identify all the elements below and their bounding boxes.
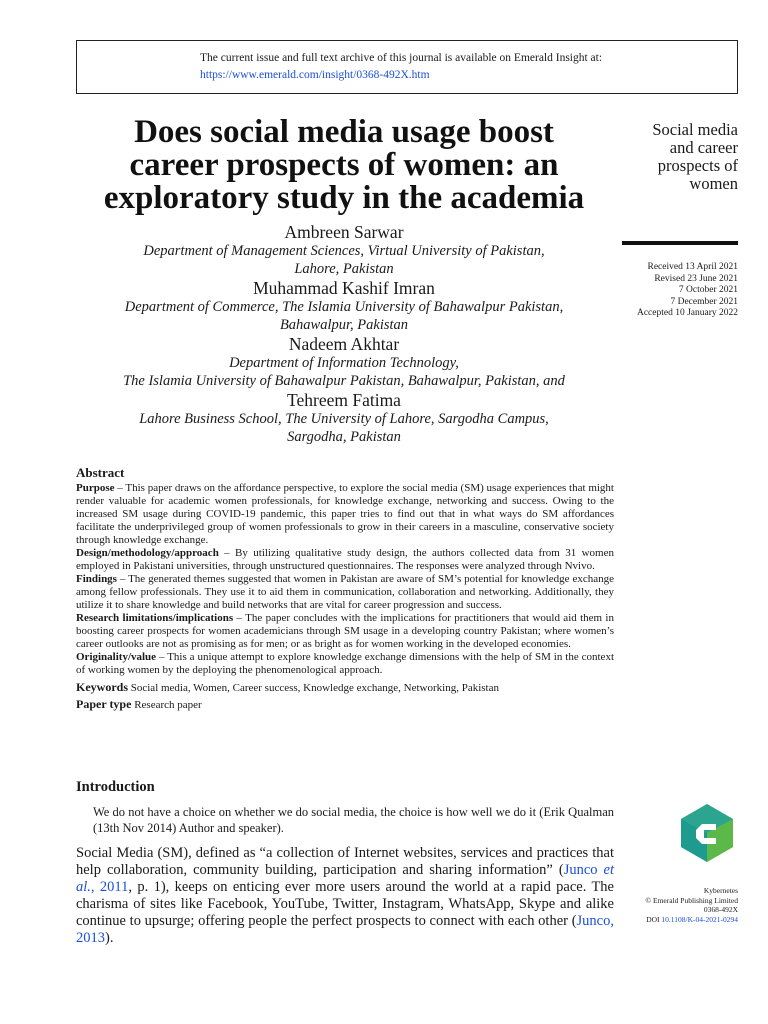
journal-name: Kybernetes — [703, 886, 738, 895]
author-affiliation — [70, 410, 618, 446]
running-head-line: prospects of — [657, 156, 738, 175]
section-label: Purpose — [76, 482, 115, 494]
section-text: – By utilizing qualitative study design, the authors collected data from 31 women employed in Pakistani universities, through unstructured questionnaires. The responses were analyzed through Nvivo. — [76, 547, 614, 572]
affiliation-line: Sargodha, Pakistan — [287, 429, 401, 445]
section-label: Originality/value — [76, 651, 157, 663]
abstract — [76, 466, 614, 712]
section-text: – This paper draws on the affordance perspective, to explore the social media (SM) usage experiences that might render valuable for academic women professionals, for knowledge exchange, networking and success. Owing to the increased SM usage during COVID-19 pandemic, this paper tries to find out that in what ways do SM affordances facilitate the underprivileged group of women professionals to grow in their careers in a masculine, conservative society through knowledge exchange. — [76, 482, 614, 546]
issn: 0368-492X — [703, 905, 738, 914]
doi-link[interactable]: 10.1108/K-04-2021-0294 — [661, 914, 738, 924]
author-affiliation — [70, 242, 618, 278]
notice-text: The current issue and full text archive of this journal is available on Emerald Insight at: — [200, 52, 603, 64]
revised-date: 7 October 2021 — [678, 285, 738, 295]
citation-link[interactable]: , 2011 — [90, 879, 129, 895]
section-text: – The paper concludes with the implications for practitioners that would aid them in boosting career prospects for women academicians through SM usage in a developing country Pakistan; where women’s career outlooks are not as promising as for men; or as bright as for women working in the developed economies. — [76, 612, 614, 650]
article-title — [70, 116, 618, 215]
paper-type-label: Paper type — [76, 697, 132, 711]
article-history — [600, 262, 738, 320]
keywords-text: Social media, Women, Career success, Knowledge exchange, Networking, Pakistan — [128, 682, 499, 694]
section-text: – The generated themes suggested that women in Pakistan are aware of SM’s potential for knowledge exchange among fellow professionals. They use it to aid them in communication, collaboration and networking. Additionally, they utilize it to share knowledge and build networks that are vital for career progression and success. — [76, 573, 614, 611]
running-head — [624, 121, 738, 193]
abstract-originality — [76, 651, 614, 677]
running-head-line: and career — [669, 138, 738, 157]
title-line: Does social media usage boost — [134, 114, 554, 150]
keywords-label: Keywords — [76, 680, 128, 694]
abstract-design — [76, 547, 614, 573]
affiliation-line: Department of Commerce, The Islamia University of Bahawalpur Pakistan, — [124, 299, 564, 315]
crossmark-logo[interactable] — [676, 802, 738, 864]
abstract-findings — [76, 573, 614, 612]
author-name: Tehreem Fatima — [287, 390, 401, 410]
introduction-paragraph — [76, 845, 614, 947]
paragraph-text: ). — [105, 930, 114, 946]
paper-type-text: Research paper — [131, 699, 202, 711]
author-name: Ambreen Sarwar — [284, 222, 404, 242]
abstract-purpose — [76, 482, 614, 547]
journal-imprint — [600, 886, 738, 924]
keywords — [76, 681, 614, 695]
running-head-line: women — [689, 174, 738, 193]
section-label: Findings — [76, 573, 117, 585]
journal-access-notice — [76, 40, 738, 94]
revised-date: Revised 23 June 2021 — [654, 273, 738, 284]
margin-rule — [622, 241, 738, 245]
citation-link[interactable]: Junco — [563, 862, 604, 878]
affiliation-line: Bahawalpur, Pakistan — [279, 317, 409, 333]
affiliation-line: Lahore Business School, The University of Lahore, Sargodha Campus, — [139, 411, 549, 427]
revised-date: 7 December 2021 — [670, 296, 738, 307]
citation-link[interactable]: et al. — [76, 862, 614, 895]
section-label: Research limitations/implications — [76, 612, 234, 624]
paragraph-text: Social Media (SM), defined as “a collection of Internet websites, services and practices that help collaboration, community building, participation and sharing information” ( — [76, 845, 614, 878]
doi — [600, 915, 738, 925]
author-block — [70, 222, 618, 446]
author-affiliation — [70, 298, 618, 334]
affiliation-line: Department of Management Sciences, Virtual University of Pakistan, — [143, 243, 545, 259]
affiliation-line: Department of Information Technology, — [229, 355, 459, 371]
abstract-limitations — [76, 612, 614, 651]
affiliation-line: The Islamia University of Bahawalpur Pakistan, Bahawalpur, Pakistan, and — [123, 373, 565, 389]
epigraph-quote: We do not have a choice on whether we do social media, the choice is how well we do it (Erik Qualman (13th Nov 2014) Author and speaker). — [93, 805, 614, 835]
title-line: exploratory study in the academia — [103, 180, 585, 216]
running-head-line: Social media — [652, 120, 738, 139]
journal-url-link[interactable]: https://www.emerald.com/insight/0368-492X.htm — [200, 69, 430, 81]
section-text: – This a unique attempt to explore knowledge exchange dimensions with the help of SM in the context of working women by the deploying the phenomenological approach. — [76, 651, 614, 676]
affiliation-line: Lahore, Pakistan — [294, 261, 394, 277]
doi-label: DOI — [646, 914, 662, 924]
accepted-date: Accepted 10 January 2022 — [636, 308, 738, 318]
citation-link[interactable]: Junco, 2013 — [76, 913, 614, 946]
author-name: Muhammad Kashif Imran — [253, 278, 435, 298]
paragraph-text: , p. 1), keeps on enticing ever more users around the world at a rapid pace. The charisma of sites like Facebook, YouTube, Twitter, Instagram, WhatsApp, Skype and alike continue to upsurge; offering people the perfect prospects to connect with each other ( — [76, 879, 614, 929]
paper-type — [76, 698, 614, 712]
introduction-heading: Introduction — [76, 779, 155, 795]
section-label: Design/methodology/approach — [76, 547, 219, 559]
abstract-heading: Abstract — [76, 465, 125, 480]
author-name: Nadeem Akhtar — [288, 334, 400, 354]
title-line: career prospects of women: an — [129, 147, 559, 183]
publisher: © Emerald Publishing Limited — [645, 895, 738, 905]
received-date: Received 13 April 2021 — [647, 262, 738, 272]
author-affiliation — [70, 354, 618, 390]
